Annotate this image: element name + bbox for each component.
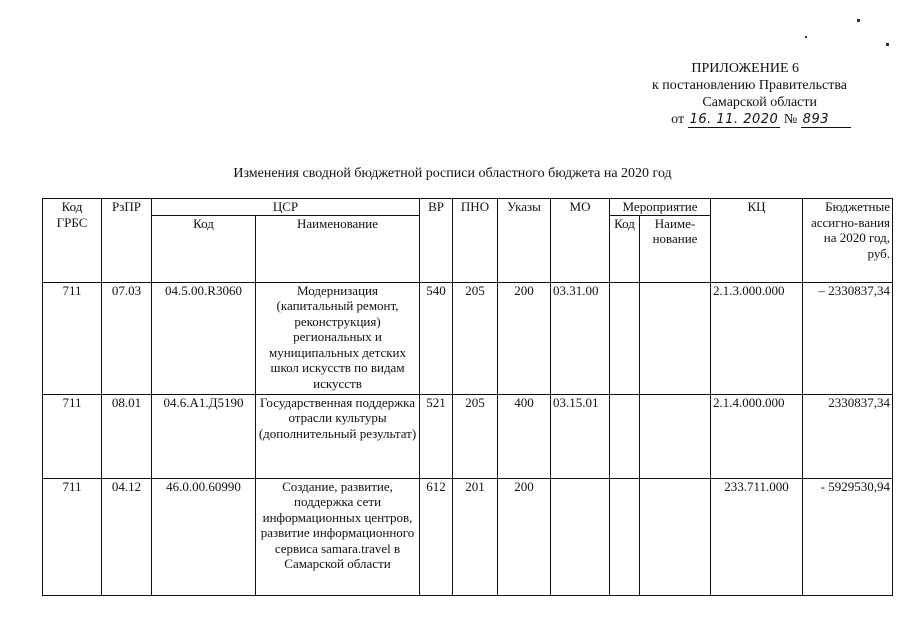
header-csr: ЦСР <box>152 199 420 216</box>
cell-amount: – 2330837,34 <box>803 282 893 394</box>
header-event-code: Код <box>610 215 640 282</box>
cell-csr-name: Государственная поддержка отрасли культуры (дополнительный результат) <box>256 394 420 478</box>
header-csr-name: Наименование <box>256 215 420 282</box>
cell-rzpr: 04.12 <box>102 478 152 595</box>
cell-ukazy: 200 <box>498 282 551 394</box>
cell-csr-name: Модернизация (капитальный ремонт, реконструкция) региональных и муниципальных детских школ искусств по видам искусств <box>256 282 420 394</box>
header-allocations: Бюджетные ассигно-вания на 2020 год, руб. <box>803 199 893 283</box>
appendix-date-row <box>652 111 851 128</box>
header-rzpr: РзПР <box>102 199 152 283</box>
cell-amount: - 5929530,94 <box>803 478 893 595</box>
cell-amount: 2330837,34 <box>803 394 893 478</box>
cell-event-code <box>610 282 640 394</box>
cell-event-name <box>640 282 711 394</box>
header-grbs: Код ГРБС <box>43 199 102 283</box>
cell-pno: 205 <box>453 282 498 394</box>
cell-grbs: 711 <box>43 478 102 595</box>
appendix-line-1: к постановлению Правительства <box>651 78 847 93</box>
header-row-1 <box>43 199 893 216</box>
cell-pno: 201 <box>453 478 498 595</box>
cell-event-name <box>640 394 711 478</box>
date-prefix: от <box>671 112 685 127</box>
appendix-header <box>652 60 847 128</box>
cell-mo: 03.15.01 <box>551 394 610 478</box>
cell-vr: 521 <box>420 394 453 478</box>
budget-table <box>42 198 893 596</box>
header-mo: МО <box>551 199 610 283</box>
scan-speck <box>886 43 889 46</box>
cell-vr: 540 <box>420 282 453 394</box>
scan-speck <box>805 36 807 38</box>
header-csr-code: Код <box>152 215 256 282</box>
document-title: Изменения сводной бюджетной росписи областного бюджета на 2020 год <box>233 166 672 181</box>
table-row <box>43 394 893 478</box>
cell-mo: 03.31.00 <box>551 282 610 394</box>
header-ukazy: Указы <box>498 199 551 283</box>
cell-kc: 2.1.3.000.000 <box>711 282 803 394</box>
header-event-name: Наиме-нование <box>640 215 711 282</box>
cell-grbs: 711 <box>43 394 102 478</box>
cell-vr: 612 <box>420 478 453 595</box>
cell-csr-code: 46.0.00.60990 <box>152 478 256 595</box>
appendix-title: ПРИЛОЖЕНИЕ 6 <box>691 61 799 76</box>
table-row <box>43 478 893 595</box>
cell-pno: 205 <box>453 394 498 478</box>
cell-kc: 233.711.000 <box>711 478 803 595</box>
cell-rzpr: 08.01 <box>102 394 152 478</box>
cell-kc: 2.1.4.000.000 <box>711 394 803 478</box>
cell-csr-code: 04.5.00.R3060 <box>152 282 256 394</box>
header-kc: КЦ <box>711 199 803 283</box>
cell-event-code <box>610 394 640 478</box>
header-event: Мероприятие <box>610 199 711 216</box>
cell-csr-code: 04.6.А1.Д5190 <box>152 394 256 478</box>
scan-speck <box>857 19 860 22</box>
date-value: 16. 11. 2020 <box>689 112 779 127</box>
header-pno: ПНО <box>453 199 498 283</box>
cell-event-code <box>610 478 640 595</box>
number-prefix: № <box>783 112 798 127</box>
appendix-line-2: Самарской области <box>702 95 817 110</box>
cell-csr-name: Создание, развитие, поддержка сети информационных центров, развитие информационного сервиса samara.travel в Самарской области <box>256 478 420 595</box>
cell-ukazy: 200 <box>498 478 551 595</box>
header-vr: ВР <box>420 199 453 283</box>
cell-event-name <box>640 478 711 595</box>
number-value: 893 <box>801 112 851 128</box>
cell-rzpr: 07.03 <box>102 282 152 394</box>
cell-mo <box>551 478 610 595</box>
cell-grbs: 711 <box>43 282 102 394</box>
table-row <box>43 282 893 394</box>
cell-ukazy: 400 <box>498 394 551 478</box>
